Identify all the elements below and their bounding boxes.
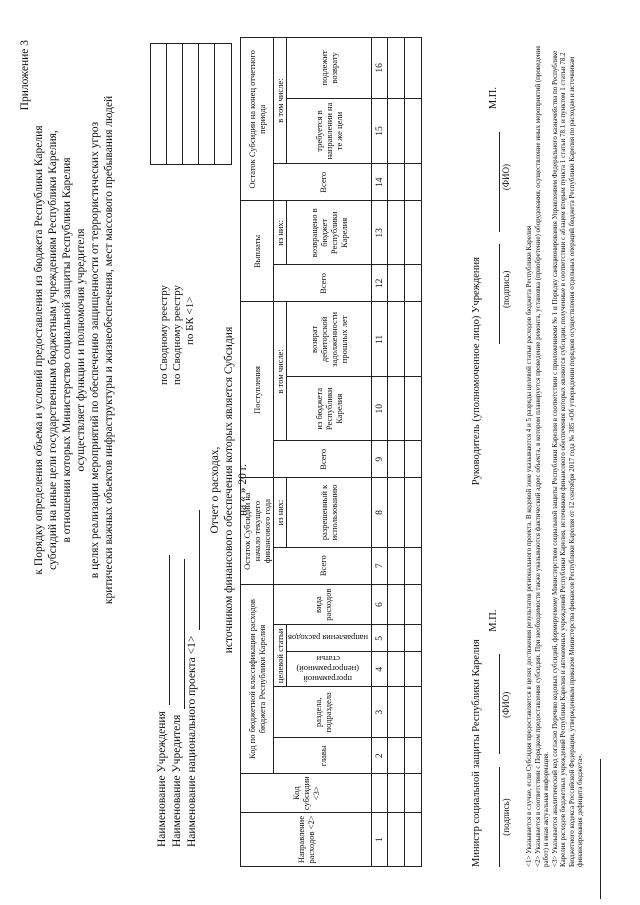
col-number: 8	[372, 478, 388, 547]
col-from-budget: из бюджета Республики Карелия	[287, 377, 372, 441]
col-payments-total: Всего	[274, 265, 372, 302]
institution-name-label: Наименование Учреждения	[156, 711, 168, 847]
col-glavy: главы	[274, 738, 372, 774]
col-number: 9	[372, 441, 388, 478]
col-payments-of-them: из них:	[274, 201, 287, 265]
registry-line: по Сводному реестру	[158, 285, 170, 385]
registry-block	[158, 285, 197, 385]
col-balance-end: Остаток Субсидии на конец отчетного периода	[241, 38, 274, 201]
col-direction-exp: направления расходов	[287, 625, 372, 652]
header-line: в целях реализации мероприятий по обеспечению защищенности от террористических угроз	[89, 121, 101, 579]
header-line: к Порядку определения объема и условий предоставления из бюджета Республики Карелия	[33, 125, 45, 575]
appendix-number: Приложение 3	[19, 40, 31, 111]
head-fio-line[interactable]	[488, 132, 500, 232]
table-row	[388, 38, 405, 867]
col-number: 11	[372, 302, 388, 377]
col-subsidy-code: Код субсидии <3>	[241, 774, 372, 813]
col-payments: Выплаты	[241, 201, 274, 302]
col-razdel: раздела, подраздела	[274, 687, 372, 738]
code-cell[interactable]	[215, 44, 230, 164]
col-type: вида расходов	[274, 584, 372, 625]
col-number: 10	[372, 377, 388, 441]
col-refund: возвращено в бюджет Республики Карелия	[287, 201, 372, 265]
col-receipts-total: Всего	[274, 441, 372, 478]
minister-fio-line[interactable]	[488, 654, 500, 754]
institution-name-field[interactable]	[157, 555, 170, 705]
head-fio-caption: (ФИО)	[501, 163, 511, 191]
code-cell[interactable]	[151, 44, 167, 164]
col-number: 15	[372, 98, 388, 163]
table-row	[405, 38, 422, 867]
col-number: 4	[372, 652, 388, 687]
minister-label: Министр социальной защиты Республики Карелия	[471, 639, 482, 867]
col-end-total: Всего	[274, 164, 372, 201]
col-required: требуется в направлении на те же цели	[287, 98, 372, 163]
col-start-of-them: из них:	[274, 478, 287, 547]
head-signature-caption: (подпись)	[501, 270, 511, 308]
institution-block	[155, 510, 200, 847]
header-line: осуществляет функции и полномочия учредителя	[75, 228, 87, 472]
col-number: 13	[372, 201, 388, 265]
col-allowed: разрешенный к использованию	[287, 478, 372, 547]
col-balance-start: Остаток Субсидии на начало текущего финансового года	[241, 478, 274, 584]
header-line: в отношении которых Министерство социальной защиты Республики Карелия	[61, 157, 73, 543]
col-number: 1	[372, 813, 388, 867]
col-subject: подлежит возврату	[287, 38, 372, 99]
founder-name-field[interactable]	[172, 559, 185, 709]
project-name-label: Наименование национального проекта <1>	[186, 635, 198, 847]
report-title: Отчет о расходах,	[209, 446, 221, 534]
registry-line: по БК <1>	[184, 296, 196, 345]
header-line: критически важных объектов инфраструктуры и жизнеобеспечения, мест массового пребывания людей	[103, 95, 115, 605]
col-return: возврат дебиторской задолженности прошлых лет	[287, 302, 372, 377]
col-program: программной (непрограммной) статьи	[287, 652, 372, 687]
col-number: 3	[372, 687, 388, 738]
code-cell[interactable]	[199, 44, 215, 164]
col-end-incl: в том числе:	[274, 38, 287, 164]
col-receipts: Поступления	[241, 302, 274, 478]
col-bk-code: Код по бюджетной классификации расходов бюджета Республики Карелия	[241, 584, 274, 774]
header-line: субсидий на иные цели государственным бюджетным учреждениям Республики Карелия,	[47, 130, 59, 570]
founder-name-label: Наименование Учредителя	[171, 714, 183, 847]
head-signature-line[interactable]	[488, 244, 500, 344]
minister-fio-caption: (ФИО)	[501, 691, 511, 718]
report-table	[240, 37, 422, 867]
col-number: 2	[372, 738, 388, 774]
col-number: 6	[372, 584, 388, 625]
col-number: 16	[372, 38, 388, 99]
footnote: <3> Указывается аналитический код согласно Перечню кодовых субсидий, формируемому Министерством социальной защиты Республики Карелия в соответствии с приложениями № 1 и Порядку санкционирования Управлением Федерального казначейства по Республике Карелия расходов бюджетных учреждений Республики Карелия и автономных учреждений Республики Карелия, источником финансового обеспечения которых являются субсидии, полученные в соответствии с абзацем вторым пункта 1 статьи 78.1 и пунктом 1 статьи 78.2 Бюджетного кодекса Российской Федерации, утвержденным приказом Министерства финансов Республики Карелия от 12 сентября 2017 года № 385 «Об утверждении порядков осуществления отдельных операций бюджета Республики Карелия по расходам и источникам финансирования дефицита бюджета».	[550, 50, 584, 867]
col-number	[372, 774, 388, 813]
col-target: целевой статьи	[274, 625, 287, 687]
minister-stamp: М.П.	[488, 609, 499, 632]
col-number: 14	[372, 164, 388, 201]
col-number: 5	[372, 625, 388, 652]
document-header	[18, 40, 116, 660]
col-start-total: Всего	[274, 547, 372, 584]
registry-line: по Сводному реестру	[171, 285, 183, 385]
minister-signature-caption: (подпись)	[501, 798, 511, 836]
page-divider	[600, 759, 601, 899]
footnotes	[525, 27, 585, 867]
footnote: <2> Указывается в соответствии с Порядком предоставления субсидии. При необходимости также указываются фактический адрес объекта, в котором планируется проведение ремонта, установка (приобретение) оборудования, осуществление иных мероприятий (проведение работ) и иная актуальная информация.	[533, 45, 550, 867]
col-number: 7	[372, 547, 388, 584]
col-number: 12	[372, 265, 388, 302]
minister-signature-line[interactable]	[488, 767, 500, 867]
code-cell[interactable]	[183, 44, 199, 164]
col-direction: Направление расходов <2>	[241, 813, 372, 867]
head-label: Руководитель (уполномоченное лицо) Учреждения	[471, 257, 482, 486]
code-box	[150, 43, 232, 165]
footnote: <1> Указывается в случае, если Субсидия предоставляется в целях достижения результатов регионального проекта. В кодовой зоне указываются 4 и 5 разряды целевой статьи расходов бюджета Республики Карелия	[525, 225, 533, 867]
head-stamp: М.П.	[488, 87, 499, 110]
col-receipts-incl: в том числе:	[274, 302, 287, 441]
report-date: на « » 20 г.	[237, 463, 249, 517]
report-subtitle: источником финансового обеспечения которых является Субсидия	[223, 326, 235, 654]
code-cell[interactable]	[167, 44, 183, 164]
signature-block	[470, 27, 513, 867]
project-name-field[interactable]	[187, 510, 200, 630]
